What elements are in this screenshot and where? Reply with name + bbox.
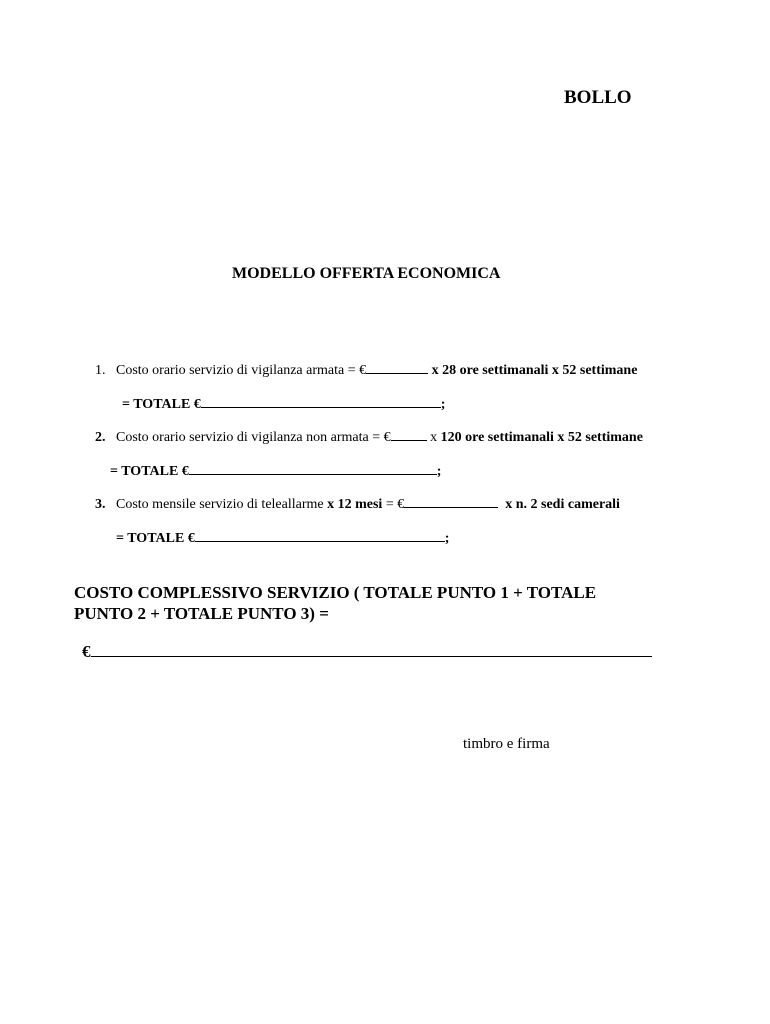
grand-total-blank[interactable] xyxy=(91,642,652,657)
item-3-text-eq: = € xyxy=(385,497,405,512)
grand-total xyxy=(82,642,652,662)
item-2-number: 2. xyxy=(95,430,106,445)
item-2-total-end: ; xyxy=(436,464,442,479)
item-1-blank[interactable] xyxy=(366,361,428,374)
document-title: MODELLO OFFERTA ECONOMICA xyxy=(232,265,501,282)
item-1-total xyxy=(122,395,445,414)
item-3-text-bold: x 12 mesi xyxy=(327,497,383,512)
item-1-number: 1. xyxy=(95,363,106,378)
bollo-label: BOLLO xyxy=(564,87,632,108)
item-1-line xyxy=(95,361,637,380)
item-2-total xyxy=(110,462,441,481)
summary-line-1: COSTO COMPLESSIVO SERVIZIO ( TOTALE PUNTO 1 + TOTALE xyxy=(74,583,597,602)
item-1-tail: x 28 ore settimanali x 52 settimane xyxy=(431,363,638,378)
item-2-tail: 120 ore settimanali x 52 settimane xyxy=(440,430,643,445)
item-3-text: Costo mensile servizio di teleallarme xyxy=(116,497,324,512)
item-1-total-blank[interactable] xyxy=(201,395,441,408)
item-3-total-label: = TOTALE € xyxy=(116,531,195,546)
item-1-text: Costo orario servizio di vigilanza armata = € xyxy=(116,363,367,378)
item-3-blank[interactable] xyxy=(404,495,498,508)
item-2-blank[interactable] xyxy=(391,428,427,441)
item-3-total-end: ; xyxy=(444,531,450,546)
item-3-number: 3. xyxy=(95,497,106,512)
item-3-total-blank[interactable] xyxy=(195,529,445,542)
signature-label: timbro e firma xyxy=(463,736,550,752)
grand-total-symbol: € xyxy=(82,642,91,661)
item-2-text: Costo orario servizio di vigilanza non armata = € xyxy=(116,430,391,445)
item-2-total-label: = TOTALE € xyxy=(110,464,189,479)
item-2-line xyxy=(95,428,643,447)
item-2-x: x xyxy=(430,430,438,445)
item-2-total-blank[interactable] xyxy=(189,462,437,475)
item-3-total xyxy=(116,529,449,548)
item-3-line xyxy=(95,495,620,514)
item-1-total-label: = TOTALE € xyxy=(122,397,201,412)
summary-line-2: PUNTO 2 + TOTALE PUNTO 3) = xyxy=(74,604,329,623)
item-1-total-end: ; xyxy=(440,397,446,412)
item-3-tail: x n. 2 sedi camerali xyxy=(505,497,620,512)
